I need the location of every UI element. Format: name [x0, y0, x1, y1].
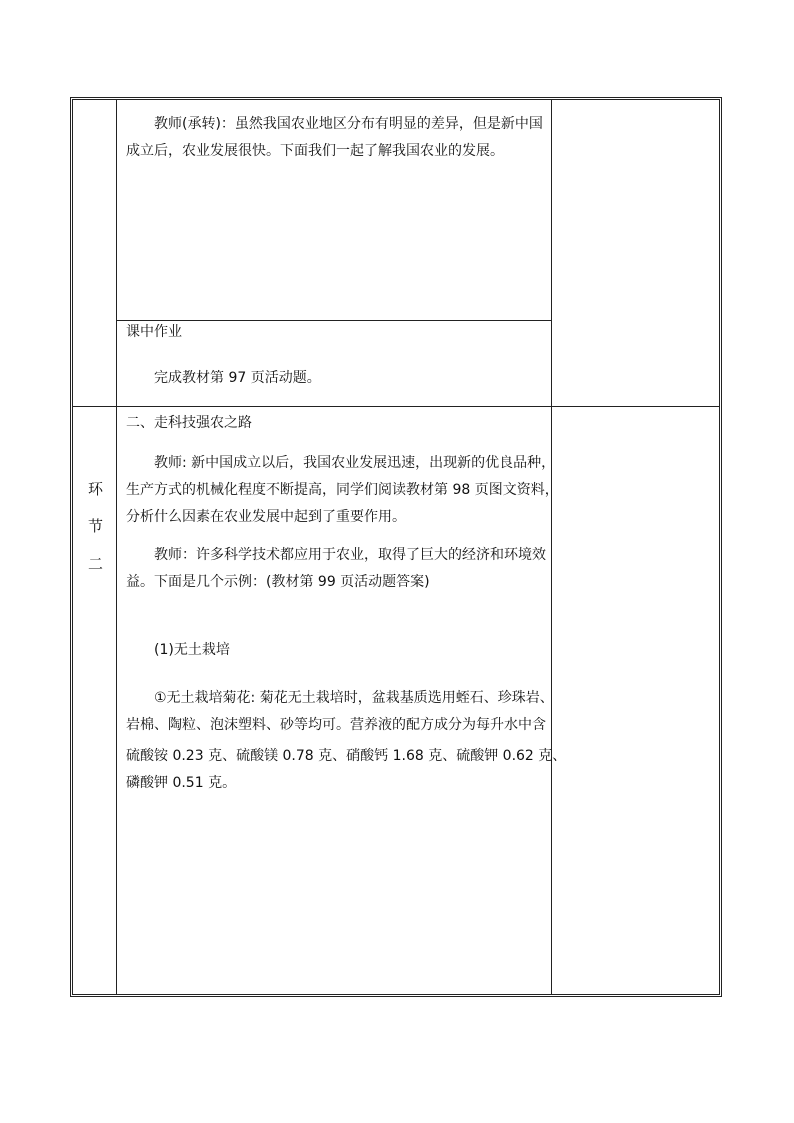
- text-line: 教师: 新中国成立以后，我国农业发展迅速，出现新的优良品种，: [154, 455, 556, 471]
- text-line: 硫酸铵 0.23 克、硫酸镁 0.78 克、硝酸钙 1.68 克、硫酸钾 0.62 克、: [126, 748, 567, 764]
- row-divider: [73, 406, 719, 407]
- text-line: 教师(承转)：虽然我国农业地区分布有明显的差异，但是新中国: [154, 116, 543, 132]
- column-divider: [116, 100, 117, 994]
- text-line: 完成教材第 97 页活动题。: [154, 370, 321, 386]
- paragraph: [126, 542, 546, 596]
- text-line: 分析什么因素在农业发展中起到了重要作用。: [126, 509, 406, 525]
- text-line: (1)无土栽培: [154, 642, 230, 658]
- section-heading: [126, 410, 252, 437]
- section-label-char: 节: [87, 517, 103, 535]
- lesson-plan-table: [70, 97, 722, 997]
- homework-text: [126, 365, 321, 392]
- text-line: 二、走科技强农之路: [126, 415, 252, 431]
- text-line: ①无土栽培菊花: 菊花无土栽培时，盆栽基质选用蛭石、珍珠岩、: [154, 690, 554, 706]
- paragraph: [126, 450, 559, 531]
- subheading: [126, 637, 230, 664]
- paragraph: [126, 685, 566, 797]
- text-line: 益。下面是几个示例：(教材第 99 页活动题答案): [126, 574, 430, 590]
- text-line: 课中作业: [126, 324, 182, 340]
- text-line: 磷酸钾 0.51 克。: [126, 775, 237, 791]
- text-line: 成立后，农业发展很快。下面我们一起了解我国农业的发展。: [126, 143, 504, 159]
- text-line: 生产方式的机械化程度不断提高，同学们阅读教材第 98 页图文资料，: [126, 482, 559, 498]
- teacher-transition-paragraph: [126, 111, 543, 165]
- section-label-char: 二: [87, 555, 103, 573]
- homework-title: [126, 319, 182, 346]
- text-line: 教师：许多科学技术都应用于农业，取得了巨大的经济和环境效: [154, 547, 546, 563]
- column-divider: [551, 100, 552, 994]
- section-label-char: 环: [87, 480, 103, 498]
- text-line: 岩棉、陶粒、泡沫塑料、砂等均可。营养液的配方成分为每升水中含: [126, 717, 546, 733]
